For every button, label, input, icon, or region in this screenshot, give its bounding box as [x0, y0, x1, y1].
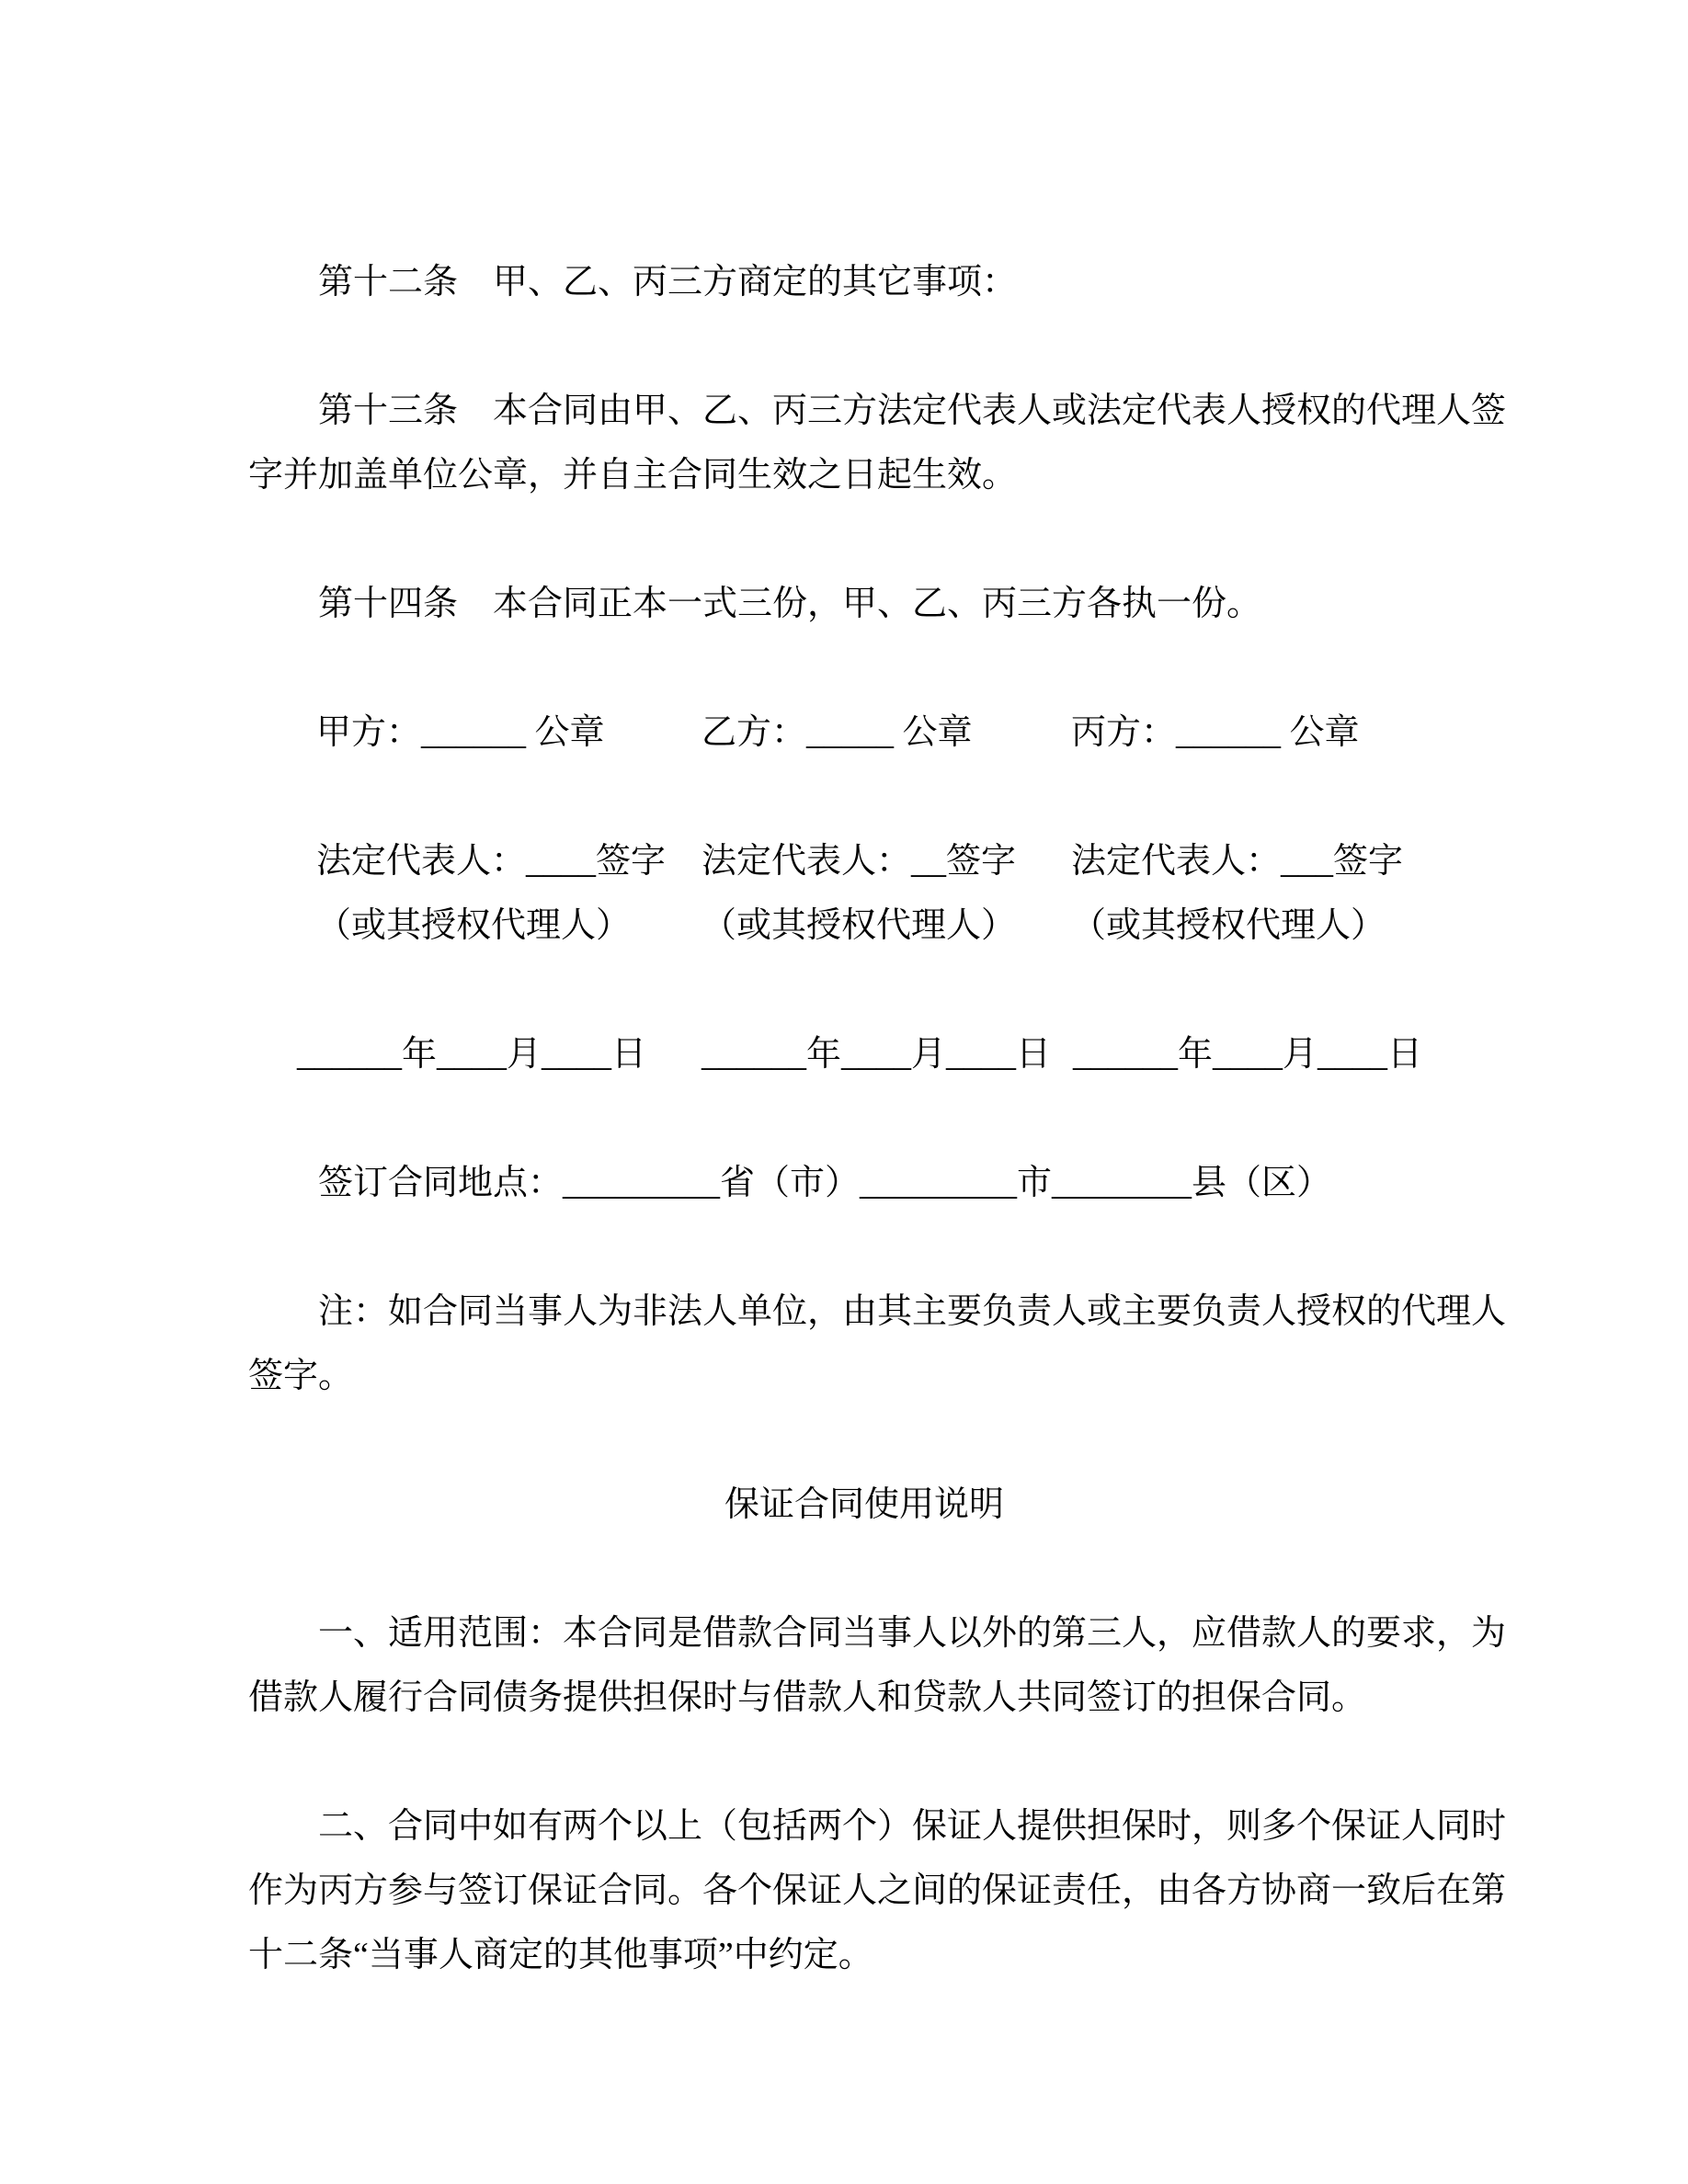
party-b-agent-label: （或其授权代理人） — [701, 906, 1017, 945]
party-a-representative-signature-blank: 法定代表人：____签字 — [316, 842, 667, 881]
party-c-date-blank: ______年____月____日 — [1073, 1035, 1423, 1074]
date-row — [248, 1022, 1480, 1086]
article-13-line-2: 字并加盖单位公章，并自主合同生效之日起生效。 — [248, 456, 1018, 495]
article-14-text: 第十四条 本合同正本一式三份，甲、乙、丙三方各执一份。 — [318, 585, 1262, 623]
usage-instructions-title: 保证合同使用说明 — [724, 1485, 1004, 1524]
signing-location-text: 签订合同地点：_________省（市）_________市________县（区） — [318, 1164, 1332, 1202]
party-b-seal-blank: 乙方：_____ 公章 — [701, 713, 973, 752]
usage-item-2-line-1: 二、合同中如有两个以上（包括两个）保证人提供担保时，则多个保证人同时 — [318, 1807, 1507, 1846]
usage-item-1 — [248, 1601, 1507, 1730]
note — [248, 1280, 1507, 1408]
party-c-representative-signature-blank: 法定代表人：___签字 — [1071, 842, 1404, 881]
article-13-line-1: 第十三条 本合同由甲、乙、丙三方法定代表人或法定代表人授权的代理人签 — [318, 392, 1507, 430]
party-c-agent-label: （或其授权代理人） — [1071, 906, 1386, 945]
note-line-1: 注：如合同当事人为非法人单位，由其主要负责人或主要负责人授权的代理人 — [318, 1292, 1507, 1331]
authorized-agent-row — [248, 893, 1480, 958]
party-a-seal-blank: 甲方：______ 公章 — [316, 713, 605, 752]
party-c-seal-blank: 丙方：______ 公章 — [1071, 713, 1360, 752]
note-line-2: 签字。 — [248, 1357, 354, 1395]
article-12-text: 第十二条 甲、乙、丙三方商定的其它事项： — [318, 263, 1018, 301]
party-a-date-blank: ______年____月____日 — [297, 1035, 647, 1074]
usage-item-2 — [248, 1794, 1507, 1987]
article-13 — [248, 379, 1507, 507]
article-12 — [248, 250, 1480, 314]
seal-row — [248, 700, 1480, 765]
party-b-date-blank: ______年____月____日 — [701, 1035, 1052, 1074]
usage-item-1-line-2: 借款人履行合同债务提供担保时与借款人和贷款人共同签订的担保合同。 — [248, 1678, 1367, 1717]
usage-item-2-line-2: 作为丙方参与签订保证合同。各个保证人之间的保证责任，由各方协商一致后在第 — [248, 1871, 1507, 1910]
legal-representative-row — [248, 829, 1480, 893]
party-a-agent-label: （或其授权代理人） — [316, 906, 632, 945]
usage-item-2-line-3: 十二条“当事人商定的其他事项”中约定。 — [248, 1936, 873, 1974]
usage-item-1-line-1: 一、适用范围：本合同是借款合同当事人以外的第三人，应借款人的要求，为 — [318, 1614, 1507, 1653]
article-14 — [248, 572, 1480, 636]
signing-location — [248, 1151, 1480, 1215]
party-b-representative-signature-blank: 法定代表人：__签字 — [701, 842, 1017, 881]
